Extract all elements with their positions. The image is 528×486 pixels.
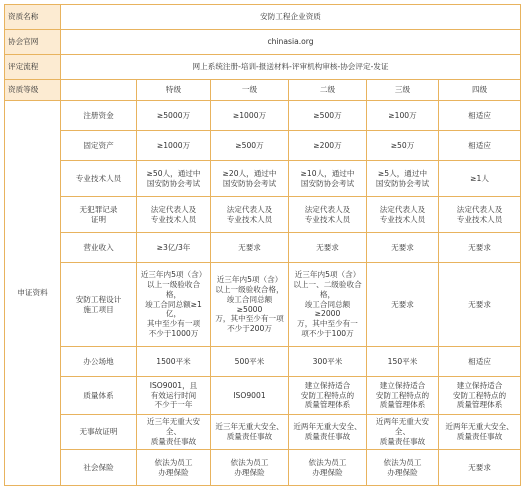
grade-header-3: 三级 bbox=[367, 80, 439, 101]
requirement-label: 无犯罪记录 证明 bbox=[79, 204, 118, 224]
requirement-value: 150平米 bbox=[387, 356, 418, 366]
requirement-value: 近三年无重大安全、 质量责任事故 bbox=[146, 417, 201, 446]
requirement-row bbox=[5, 197, 521, 233]
evaluation-process-value: 网上系统注册-培训-报送材料-评审机构审核-协会评定-发证 bbox=[61, 55, 521, 80]
requirement-row bbox=[5, 263, 521, 347]
requirement-label: 专业技术人员 bbox=[75, 173, 122, 183]
grade-header-2: 二级 bbox=[289, 80, 367, 101]
requirement-value: ≥5000万 bbox=[156, 110, 191, 120]
requirement-value: 相适应 bbox=[468, 110, 491, 120]
requirement-value: 近三年内5项（含） 以上一级验收合格， 竣工合同总额≥5000 万，其中至少有一项 不少于200万 bbox=[215, 274, 284, 334]
requirement-value: 法定代表人及 专业技术人员 bbox=[456, 204, 503, 224]
application-materials-label: 申证资料 bbox=[5, 101, 61, 486]
requirement-value: ≥10人，通过中 国安防协会考试 bbox=[300, 168, 355, 188]
requirement-value: 近三年内5项（含） 以上一、二级验收合格， 竣工合同总额≥2000 万，其中至少有一 项不少于100万 bbox=[293, 269, 362, 339]
evaluation-process-label: 评定流程 bbox=[5, 55, 61, 80]
requirement-value: 近三年无重大安全、 质量责任事故 bbox=[215, 422, 284, 441]
requirement-row bbox=[5, 161, 521, 197]
requirement-value: 近两年无重大安全、 质量责任事故 bbox=[445, 422, 514, 441]
qualification-name-value: 安防工程企业资质 bbox=[61, 5, 521, 30]
requirement-value: ≥1人 bbox=[470, 173, 489, 183]
requirement-value: 法定代表人及 专业技术人员 bbox=[226, 204, 273, 224]
requirement-value: ≥5人，通过中 国安防协会考试 bbox=[375, 168, 430, 188]
requirement-value: 近三年内5项（含） 以上一级验收合格， 竣工合同总额≥1亿， 其中至少有一项 不少于1000万 bbox=[140, 269, 207, 339]
requirement-value: 1500平米 bbox=[156, 356, 191, 366]
requirement-label: 办公场地 bbox=[83, 356, 114, 366]
requirement-row bbox=[5, 450, 521, 486]
requirement-value: 无要求 bbox=[316, 242, 339, 252]
requirement-row bbox=[5, 131, 521, 161]
association-site-value: chinasia.org bbox=[61, 30, 521, 55]
grade-header-0: 特级 bbox=[137, 80, 211, 101]
requirement-value: 法定代表人及 专业技术人员 bbox=[150, 204, 197, 224]
requirement-value: 无要求 bbox=[391, 242, 414, 252]
requirement-value: 500平米 bbox=[234, 356, 265, 366]
requirement-value: ≥1000万 bbox=[156, 140, 191, 150]
requirement-value: ≥20人，通过中 国安防协会考试 bbox=[222, 168, 277, 188]
requirement-row bbox=[5, 415, 521, 450]
requirement-value: 依法为员工 办理保险 bbox=[230, 457, 269, 477]
requirement-value: 相适应 bbox=[468, 356, 491, 366]
requirement-label: 固定资产 bbox=[83, 140, 114, 150]
requirement-value: 无要求 bbox=[238, 242, 261, 252]
requirement-value: 法定代表人及 专业技术人员 bbox=[304, 204, 351, 224]
requirement-value: ≥50人，通过中 国安防协会考试 bbox=[146, 168, 201, 188]
requirement-label: 营业收入 bbox=[83, 242, 114, 252]
requirement-value: 无要求 bbox=[468, 462, 491, 472]
requirement-row bbox=[5, 101, 521, 131]
association-site-label: 协会官网 bbox=[5, 30, 61, 55]
requirement-value: 建立保持适合 安防工程特点的 质量管理体系 bbox=[300, 380, 355, 410]
requirement-value: 建立保持适合 安防工程特点的 质量管理体系 bbox=[452, 380, 507, 410]
requirement-row bbox=[5, 377, 521, 415]
requirement-row bbox=[5, 347, 521, 377]
requirement-value: ≥100万 bbox=[388, 110, 417, 120]
grade-level-label: 资质等级 bbox=[5, 80, 61, 101]
grade-header-1: 一级 bbox=[211, 80, 289, 101]
requirement-value: 近两年无重大安全、 质量责任事故 bbox=[375, 417, 430, 446]
requirement-value: ISO9001，且 有效运行时间 不少于一年 bbox=[149, 380, 198, 410]
requirement-value: 300平米 bbox=[312, 356, 343, 366]
grade-header-spacer bbox=[61, 80, 137, 101]
requirement-value: ≥50万 bbox=[390, 140, 415, 150]
requirement-value: ≥500万 bbox=[313, 110, 342, 120]
requirement-value: ≥500万 bbox=[235, 140, 264, 150]
requirement-value: 无要求 bbox=[468, 242, 491, 252]
requirement-value: 相适应 bbox=[468, 140, 491, 150]
requirement-value: 无要求 bbox=[468, 299, 491, 309]
grade-header-4: 四级 bbox=[439, 80, 521, 101]
requirement-row bbox=[5, 233, 521, 263]
requirement-value: 依法为员工 办理保险 bbox=[383, 457, 422, 477]
requirement-value: ≥1000万 bbox=[232, 110, 267, 120]
requirement-value: 近两年无重大安全、 质量责任事故 bbox=[293, 422, 362, 441]
requirement-label: 无事故证明 bbox=[79, 427, 118, 437]
requirement-value: 无要求 bbox=[391, 299, 414, 309]
requirement-label: 安防工程设计 施工项目 bbox=[75, 294, 122, 314]
requirement-label: 质量体系 bbox=[83, 390, 114, 400]
requirement-value: 法定代表人及 专业技术人员 bbox=[379, 204, 426, 224]
requirement-value: ≥3亿/3年 bbox=[156, 242, 191, 252]
requirement-value: 依法为员工 办理保险 bbox=[308, 457, 347, 477]
requirement-value: ≥200万 bbox=[313, 140, 342, 150]
requirement-value: 建立保持适合 安防工程特点的 质量管理体系 bbox=[375, 380, 430, 410]
requirement-label: 注册资金 bbox=[83, 110, 114, 120]
requirement-label: 社会保险 bbox=[83, 462, 114, 472]
requirement-value: ISO9001 bbox=[233, 390, 266, 400]
qualification-table bbox=[4, 4, 521, 486]
qualification-name-label: 资质名称 bbox=[5, 5, 61, 30]
requirement-value: 依法为员工 办理保险 bbox=[154, 457, 193, 477]
